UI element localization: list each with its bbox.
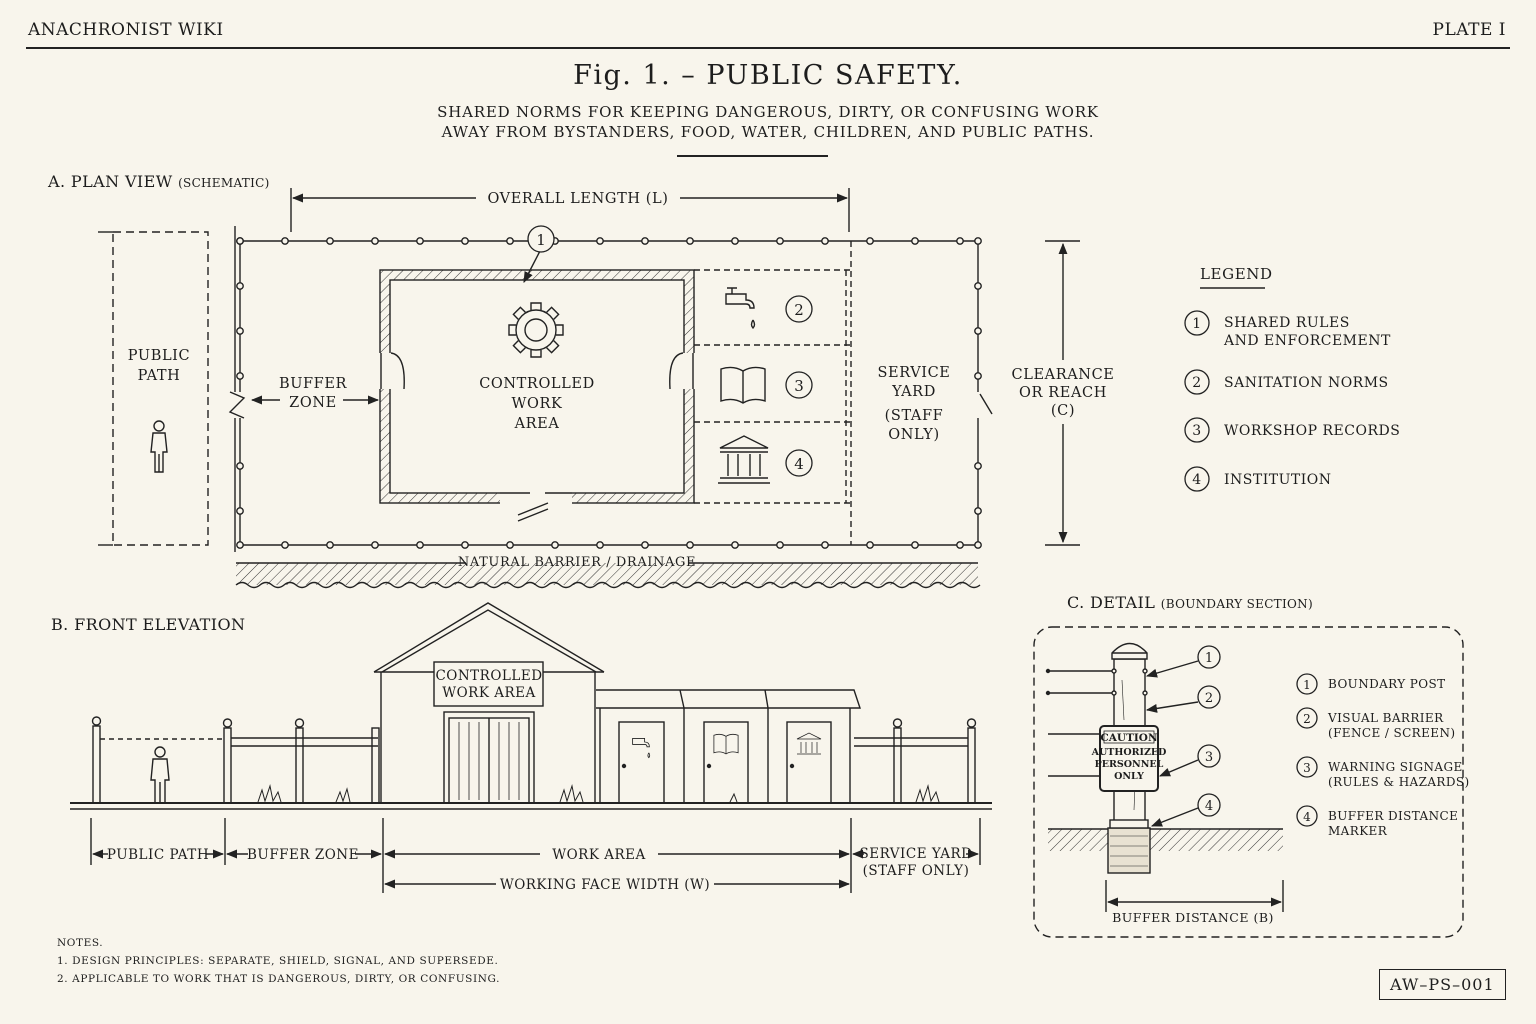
detail-callout-1: 1 — [1204, 651, 1214, 666]
public-path-label-1: PUBLIC — [127, 348, 191, 364]
fence-post — [975, 508, 981, 514]
fence-post — [417, 238, 423, 244]
legend-num-3: 3 — [1192, 423, 1202, 439]
clearance-label-1: CLEARANCE — [1011, 367, 1115, 383]
detail-item-3-line-1: WARNING SIGNAGE — [1328, 760, 1463, 774]
plate-number: PLATE I — [1432, 20, 1506, 40]
legend-circles — [1185, 311, 1209, 491]
fence-post — [327, 542, 333, 548]
fence-post — [417, 542, 423, 548]
note-2: 2. APPLICABLE TO WORK THAT IS DANGEROUS, DIRTY, OR CONFUSING. — [57, 973, 501, 985]
fence-post — [732, 238, 738, 244]
detail-legend-num-3: 3 — [1303, 761, 1311, 775]
dim-service-yard-2: (STAFF ONLY) — [862, 863, 970, 879]
fence-post — [822, 542, 828, 548]
detail-callout-3: 3 — [1204, 750, 1214, 765]
legend-item-2: SANITATION NORMS — [1224, 375, 1389, 391]
dim-public-path: PUBLIC PATH — [106, 847, 210, 863]
detail-callout-4: 4 — [1204, 799, 1214, 814]
building-sign-line-2: WORK AREA — [442, 685, 536, 701]
institution-icon — [718, 436, 770, 483]
fence-post — [687, 542, 693, 548]
fence-post — [372, 238, 378, 244]
fence-post — [957, 542, 963, 548]
fence-post — [975, 328, 981, 334]
notes-block — [57, 934, 500, 988]
legend-num-4: 4 — [1192, 472, 1202, 488]
fence-post — [237, 463, 243, 469]
fence-post — [327, 238, 333, 244]
legend-item-4: INSTITUTION — [1224, 472, 1332, 488]
fence-post — [777, 238, 783, 244]
plan-callout-4: 4 — [794, 455, 804, 473]
work-area-building — [374, 603, 604, 803]
public-path-zone — [113, 232, 208, 545]
dim-work-area: WORK AREA — [552, 847, 646, 863]
figure-title: Fig. 1. – PUBLIC SAFETY. — [573, 60, 963, 91]
fence-post — [732, 542, 738, 548]
annex-building — [596, 690, 860, 803]
fence-post — [507, 238, 513, 244]
book-icon — [721, 367, 765, 403]
overall-length-label: OVERALL LENGTH (L) — [487, 191, 669, 207]
caution-sign-line-1: CAUTION — [1100, 732, 1158, 744]
fence-post — [237, 328, 243, 334]
fence-post — [975, 238, 981, 244]
detail-item-4-line-1: BUFFER DISTANCE — [1328, 809, 1459, 823]
side-rooms — [694, 241, 851, 545]
fence-post — [237, 373, 243, 379]
ground-line — [70, 803, 992, 809]
work-area-label-3: AREA — [514, 416, 560, 432]
subtitle-line-1: SHARED NORMS FOR KEEPING DANGEROUS, DIRTY, OR CONFUSING WORK — [437, 103, 1099, 121]
fence-post — [822, 238, 828, 244]
service-yard-label-4: ONLY) — [888, 427, 940, 443]
fence-post — [957, 238, 963, 244]
detail-item-2-line-2: (FENCE / SCREEN) — [1328, 726, 1456, 740]
fence-post — [372, 542, 378, 548]
legend-num-1: 1 — [1192, 316, 1202, 332]
legend-title: LEGEND — [1200, 265, 1273, 283]
fence-post — [597, 238, 603, 244]
fence-post — [552, 542, 558, 548]
detail-heading: C. DETAIL (BOUNDARY SECTION) — [1067, 593, 1313, 612]
detail-callout-2: 2 — [1204, 691, 1214, 706]
fence-post — [282, 238, 288, 244]
elevation-fence-left — [93, 717, 380, 803]
detail-legend-num-1: 1 — [1303, 678, 1311, 692]
legend-item-1-line-2: AND ENFORCEMENT — [1224, 333, 1391, 349]
clearance-label-2: OR REACH — [1019, 385, 1107, 401]
annex-tap-icon — [633, 738, 650, 757]
fence-post — [507, 542, 513, 548]
buffer-distance-label: BUFFER DISTANCE (B) — [1112, 910, 1274, 925]
fence-post — [687, 238, 693, 244]
dim-buffer-zone: BUFFER ZONE — [247, 847, 359, 863]
fence-post — [912, 542, 918, 548]
person-icon — [151, 421, 167, 472]
buffer-zone-label-2: ZONE — [289, 395, 337, 411]
wiki-name: ANACHRONIST WIKI — [28, 20, 224, 40]
detail-legend-num-2: 2 — [1303, 712, 1311, 726]
detail-legend-num-4: 4 — [1303, 810, 1311, 824]
detail-item-3-line-2: (RULES & HAZARDS) — [1328, 775, 1470, 789]
plan-callout-1: 1 — [536, 231, 546, 249]
annex-book-icon — [714, 734, 738, 754]
clearance-label-3: (C) — [1050, 403, 1076, 419]
fence-post — [237, 542, 243, 548]
fence-post — [867, 542, 873, 548]
plan-callout-3: 3 — [794, 377, 804, 395]
fence-post — [975, 283, 981, 289]
fence-post — [642, 238, 648, 244]
plate-code: AW–PS–001 — [1379, 969, 1506, 1000]
legend-num-2: 2 — [1192, 375, 1202, 391]
service-yard-label-2: YARD — [892, 384, 936, 400]
public-path-label-2: PATH — [137, 368, 181, 384]
fence-post — [975, 373, 981, 379]
buffer-zone-label-1: BUFFER — [278, 376, 348, 392]
caution-sign-line-2: AUTHORIZED — [1091, 747, 1167, 758]
plan-callout-2: 2 — [794, 301, 804, 319]
service-yard-label-1: SERVICE — [877, 365, 951, 381]
note-1: 1. DESIGN PRINCIPLES: SEPARATE, SHIELD, SIGNAL, AND SUPERSEDE. — [57, 955, 499, 967]
legend-item-1-line-1: SHARED RULES — [1224, 315, 1350, 331]
detail-item-4-line-2: MARKER — [1328, 824, 1388, 838]
fence-post — [867, 238, 873, 244]
boundary-post — [1047, 644, 1284, 874]
elevation-person-icon — [151, 747, 169, 803]
fence-post — [237, 508, 243, 514]
fence-post — [597, 542, 603, 548]
work-area-label-2: WORK — [511, 396, 563, 412]
fence-post — [912, 238, 918, 244]
dim-working-face-width: WORKING FACE WIDTH (W) — [499, 877, 711, 893]
caution-sign-line-4: ONLY — [1114, 771, 1144, 782]
notes-title: NOTES. — [57, 937, 104, 949]
fence-post — [777, 542, 783, 548]
building-sign-line-1: CONTROLLED — [435, 668, 543, 684]
plan-view-heading: A. PLAN VIEW (SCHEMATIC) — [48, 172, 270, 191]
shrubs — [258, 786, 939, 802]
fence-post — [462, 238, 468, 244]
water-tap-icon — [726, 288, 755, 328]
fence-post — [975, 463, 981, 469]
work-area-label-1: CONTROLLED — [479, 376, 595, 392]
natural-barrier-label: NATURAL BARRIER / DRAINAGE — [457, 555, 697, 570]
detail-item-2-line-1: VISUAL BARRIER — [1328, 711, 1444, 725]
fence-post — [642, 542, 648, 548]
elevation-fence-right — [854, 719, 976, 803]
front-elevation-heading: B. FRONT ELEVATION — [51, 615, 246, 634]
detail-item-1-line-1: BOUNDARY POST — [1328, 677, 1446, 691]
dim-service-yard-1: SERVICE YARD — [859, 846, 973, 862]
detail-callout-circles — [1198, 646, 1317, 826]
annex-institution-icon — [797, 733, 821, 754]
legend-item-3: WORKSHOP RECORDS — [1224, 423, 1401, 439]
fence-post — [237, 238, 243, 244]
service-yard-label-3: (STAFF — [884, 408, 944, 424]
fence-post — [282, 542, 288, 548]
fence-post — [975, 542, 981, 548]
caution-sign-line-3: PERSONNEL — [1094, 759, 1164, 770]
fence-post — [237, 283, 243, 289]
fence-post — [462, 542, 468, 548]
subtitle-line-2: AWAY FROM BYSTANDERS, FOOD, WATER, CHILDREN, AND PUBLIC PATHS. — [441, 123, 1095, 141]
